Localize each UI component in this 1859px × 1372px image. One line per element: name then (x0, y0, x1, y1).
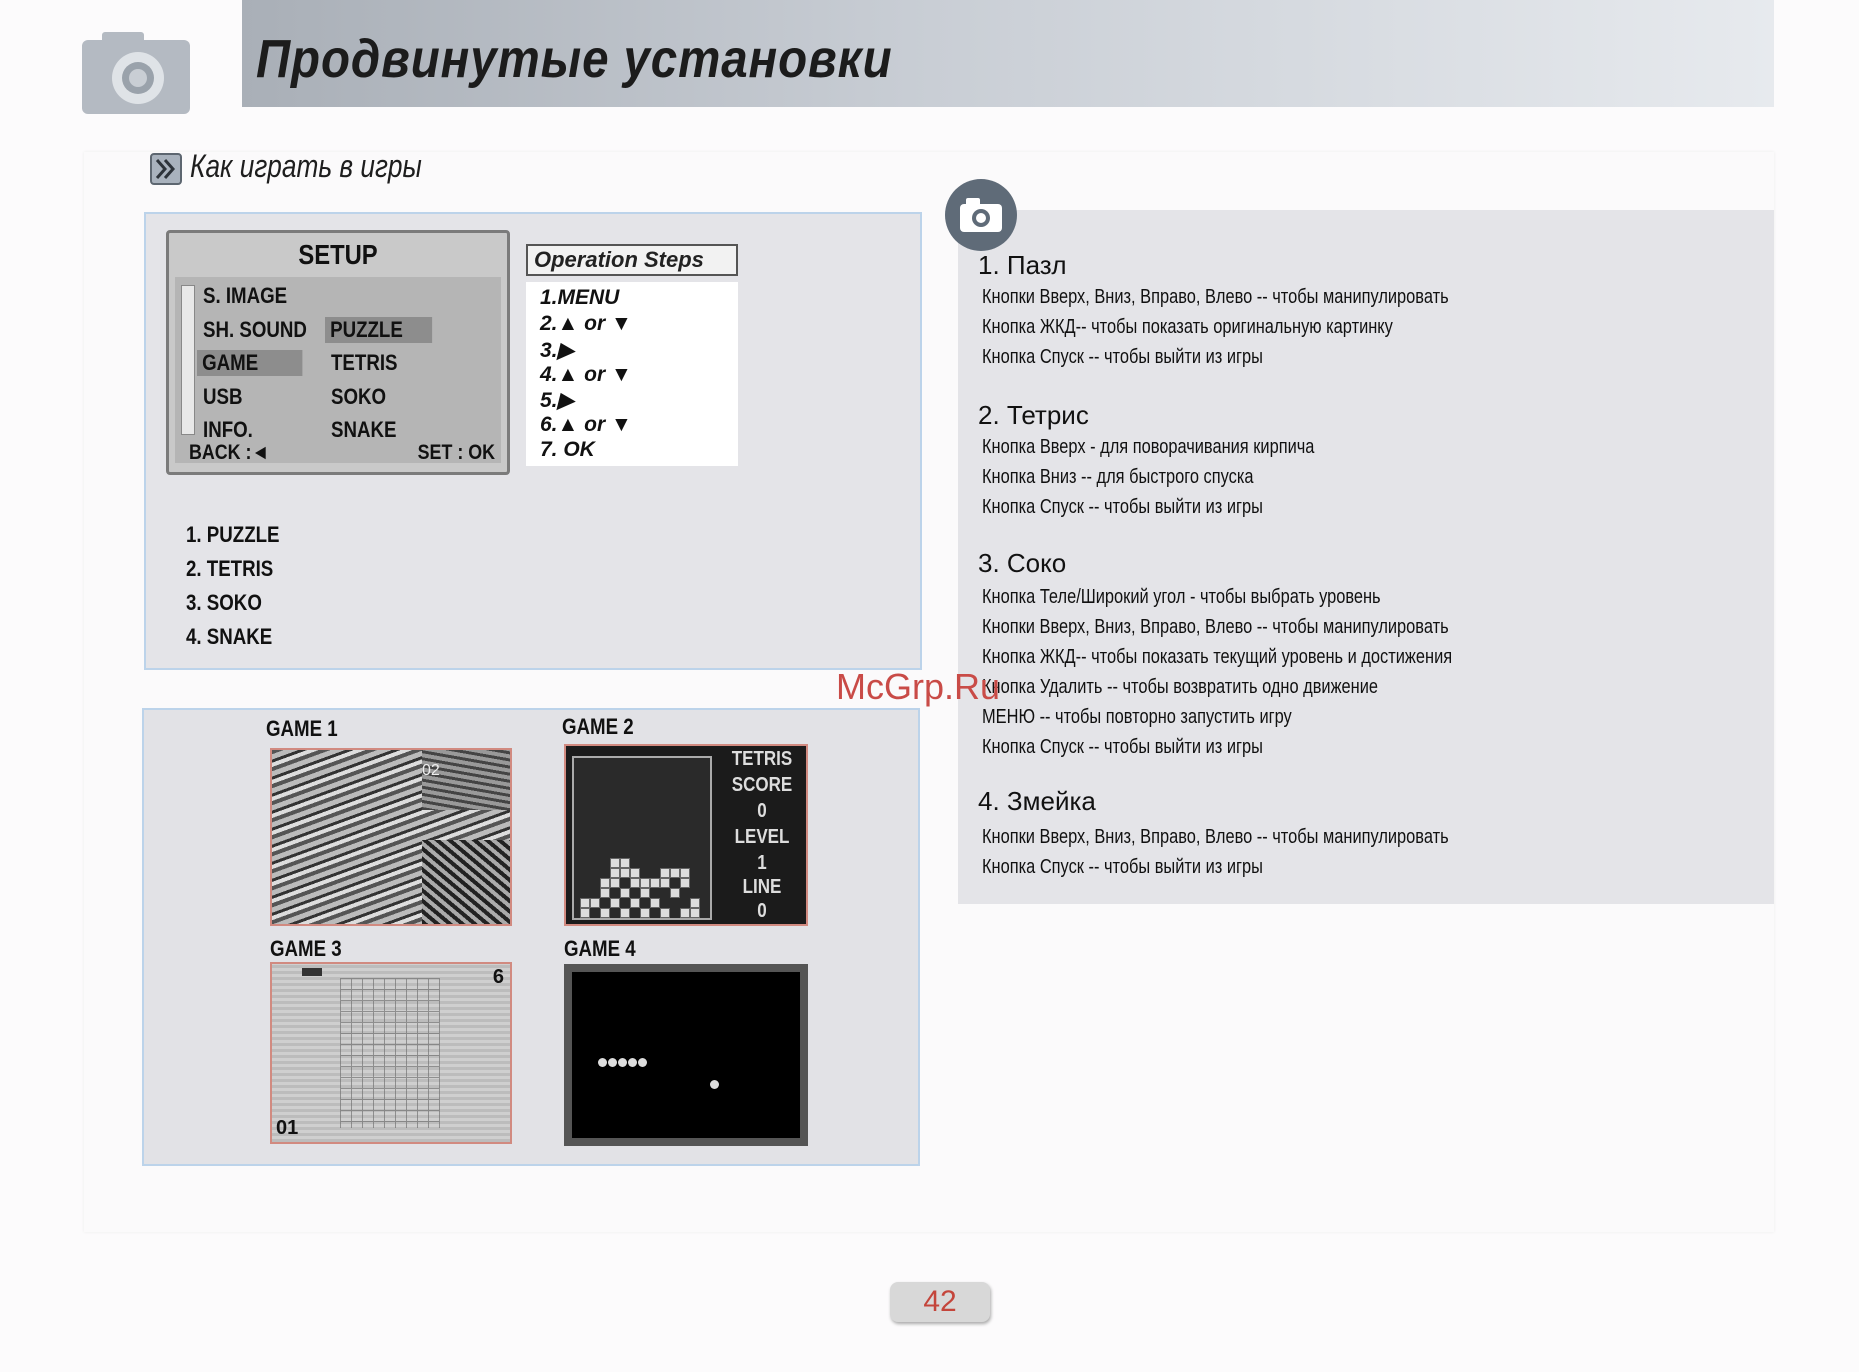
setup-menu-area (175, 277, 501, 463)
instruction-heading-soko: 3. Соко (978, 548, 1067, 578)
instruction-line: Кнопка Вниз -- для быстрого спуска (982, 466, 1254, 488)
setup-title: SETUP (298, 239, 378, 270)
submenu-item-snake: SNAKE (331, 417, 397, 442)
list-item: 3. SOKO (186, 590, 262, 615)
tetris-score: 0 (757, 800, 767, 822)
soko-grid (340, 978, 440, 1128)
operation-step: 5.▶ (540, 389, 574, 412)
tetris-well (572, 756, 712, 920)
instruction-line: Кнопка ЖКД-- чтобы показать оригинальную картинку (982, 316, 1393, 338)
tetris-level: 1 (757, 852, 767, 874)
camera-icon (82, 30, 192, 116)
tetris-line: 0 (757, 900, 767, 922)
tetris-score-label: SCORE (731, 774, 793, 796)
setup-screen (166, 230, 510, 475)
puzzle-screenshot (270, 748, 512, 926)
snake-segment (618, 1058, 627, 1067)
menu-item-sh-sound: SH. SOUND (203, 317, 307, 342)
puzzle-number: 02 (422, 762, 440, 779)
tetris-title: TETRIS (731, 748, 793, 770)
submenu-item-soko: SOKO (331, 384, 387, 409)
soko-level: 6 (492, 966, 504, 988)
instruction-line: Кнопка Теле/Широкий угол - чтобы выбрать уровень (982, 586, 1381, 608)
game-4-label: GAME 4 (564, 936, 636, 961)
page-title: Продвинутые установки (256, 29, 893, 89)
setup-back-hint: BACK :◄ (189, 441, 270, 464)
operation-step: 2.▲ or ▼ (540, 312, 632, 335)
soko-moves: 01 (276, 1117, 299, 1139)
instruction-line: Кнопка Удалить -- чтобы возвратить одно движение (982, 676, 1379, 698)
instruction-line: Кнопка ЖКД-- чтобы показать текущий уровень и достижения (982, 646, 1453, 668)
tetris-line-label: LINE (742, 876, 782, 898)
instruction-line: Кнопка Спуск -- чтобы выйти из игры (982, 856, 1263, 878)
operation-step: 4.▲ or ▼ (540, 363, 632, 386)
instruction-line: Кнопка Спуск -- чтобы выйти из игры (982, 346, 1263, 368)
snake-segment (598, 1058, 607, 1067)
operation-steps-list (526, 282, 738, 466)
instruction-heading-snake: 4. Змейка (978, 786, 1096, 816)
snake-screenshot (564, 964, 808, 1146)
menu-item-info: INFO. (203, 417, 253, 442)
section-title: Как играть в игры (190, 148, 422, 184)
instruction-line: Кнопки Вверх, Вниз, Вправо, Влево -- чтобы манипулировать (982, 616, 1449, 638)
double-chevron-icon (150, 153, 182, 185)
instruction-line: Кнопка Спуск -- чтобы выйти из игры (982, 496, 1263, 518)
menu-item-s-image: S. IMAGE (203, 283, 288, 308)
puzzle-tile (422, 750, 510, 810)
operation-step: 6.▲ or ▼ (540, 413, 632, 436)
game-3-label: GAME 3 (270, 936, 342, 961)
menu-item-game: GAME (197, 350, 302, 376)
instruction-line: Кнопка Вверх - для поворачивания кирпича (982, 436, 1315, 458)
instruction-line: МЕНЮ -- чтобы повторно запустить игру (982, 706, 1292, 728)
instruction-line: Кнопка Спуск -- чтобы выйти из игры (982, 736, 1263, 758)
camera-badge-icon (944, 178, 1018, 252)
page-number: 42 (890, 1282, 990, 1322)
operation-step: 1.MENU (540, 286, 620, 309)
snake-segment (608, 1058, 617, 1067)
soko-badge (302, 968, 322, 976)
submenu-item-tetris: TETRIS (331, 350, 398, 375)
setup-set-hint: SET : OK (417, 441, 495, 464)
instruction-line: Кнопки Вверх, Вниз, Вправо, Влево -- чтобы манипулировать (982, 826, 1449, 848)
snake-segment (638, 1058, 647, 1067)
snake-food (710, 1080, 719, 1089)
games-list (186, 518, 296, 654)
operation-steps-title: Operation Steps (526, 244, 738, 276)
list-item: 4. SNAKE (186, 624, 273, 649)
instruction-heading-puzzle: 1. Пазл (978, 250, 1067, 280)
menu-item-usb: USB (203, 384, 243, 409)
snake-segment (628, 1058, 637, 1067)
setup-scrollbar (181, 285, 195, 435)
puzzle-tile (422, 840, 510, 924)
operation-step: 7. OK (540, 438, 595, 461)
instruction-line: Кнопки Вверх, Вниз, Вправо, Влево -- чтобы манипулировать (982, 286, 1449, 308)
game-2-label: GAME 2 (562, 714, 634, 739)
game-1-label: GAME 1 (266, 716, 338, 741)
submenu-item-puzzle: PUZZLE (325, 317, 432, 343)
operation-step: 3.▶ (540, 339, 574, 362)
tetris-level-label: LEVEL (734, 826, 790, 848)
watermark: McGrp.Ru (836, 666, 1001, 707)
instruction-heading-tetris: 2. Тетрис (978, 400, 1089, 430)
list-item: 1. PUZZLE (186, 522, 280, 547)
list-item: 2. TETRIS (186, 556, 274, 581)
soko-screenshot (270, 962, 512, 1144)
tetris-screenshot (564, 744, 808, 926)
